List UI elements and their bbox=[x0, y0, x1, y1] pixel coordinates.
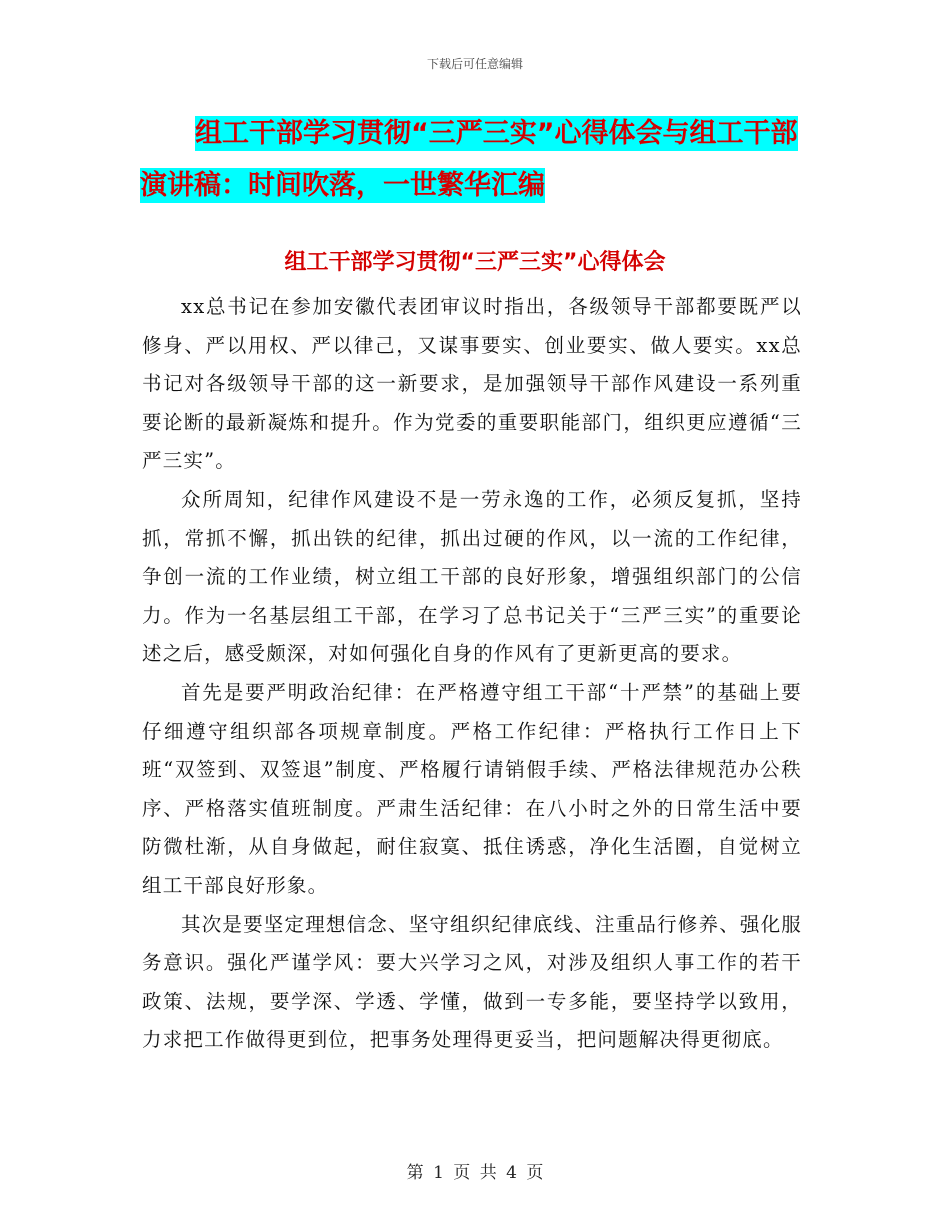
main-title-line-2-text: 演讲稿：时间吹落，一世繁华汇编 bbox=[140, 170, 545, 201]
main-title-line-1-text: 组工干部学习贯彻“三严三实”心得体会与组工干部 bbox=[195, 118, 798, 149]
paragraph: 众所周知，纪律作风建设不是一劳永逸的工作，必须反复抓，坚持抓，常抓不懈，抓出铁的纪律，抓出过硬的作风，以一流的工作纪律，争创一流的工作业绩，树立组工干部的良好形象，增强组织部门的公信力。作为一名基层组工干部，在学习了总书记关于“三严三实”的重要论述之后，感受颇深，对如何强化自身的作风有了更新更高的要求。 bbox=[142, 487, 802, 666]
section-title: 组工干部学习贯彻“三严三实”心得体会 bbox=[284, 250, 666, 275]
main-title-line-2 bbox=[140, 160, 810, 212]
page-number-footer: 第 1 页 共 4 页 bbox=[406, 1163, 544, 1183]
main-title bbox=[140, 108, 810, 212]
main-title-line-1 bbox=[140, 108, 810, 160]
paragraph: 其次是要坚定理想信念、坚守组织纪律底线、注重品行修养、强化服务意识。强化严谨学风：要大兴学习之风，对涉及组织人事工作的若干政策、法规，要学深、学透、学懂，做到一专多能，要坚持学以致用，力求把工作做得更到位，把事务处理得更妥当，把问题解决得更彻底。 bbox=[142, 912, 803, 1052]
paragraph: 首先是要严明政治纪律：在严格遵守组工干部“十严禁”的基础上要仔细遵守组织部各项规章制度。严格工作纪律：严格执行工作日上下班“双签到、双签退”制度、严格履行请销假手续、严格法律规范办公秩序、严格落实值班制度。严肃生活纪律：在八小时之外的日常生活中要防微杜渐，从自身做起，耐住寂寞、抵住诱惑，净化生活圈，自觉树立组工干部良好形象。 bbox=[142, 680, 802, 897]
header-note: 下载后可任意编辑 bbox=[426, 57, 523, 71]
paragraph: xx总书记在参加安徽代表团审议时指出，各级领导干部都要既严以修身、严以用权、严以律己，又谋事要实、创业要实、做人要实。xx总书记对各级领导干部的这一新要求，是加强领导干部作风建设一系列重要论断的最新凝炼和提升。作为党委的重要职能部门，组织更应遵循“三严三实”。 bbox=[142, 295, 802, 473]
document-body bbox=[142, 288, 802, 1060]
